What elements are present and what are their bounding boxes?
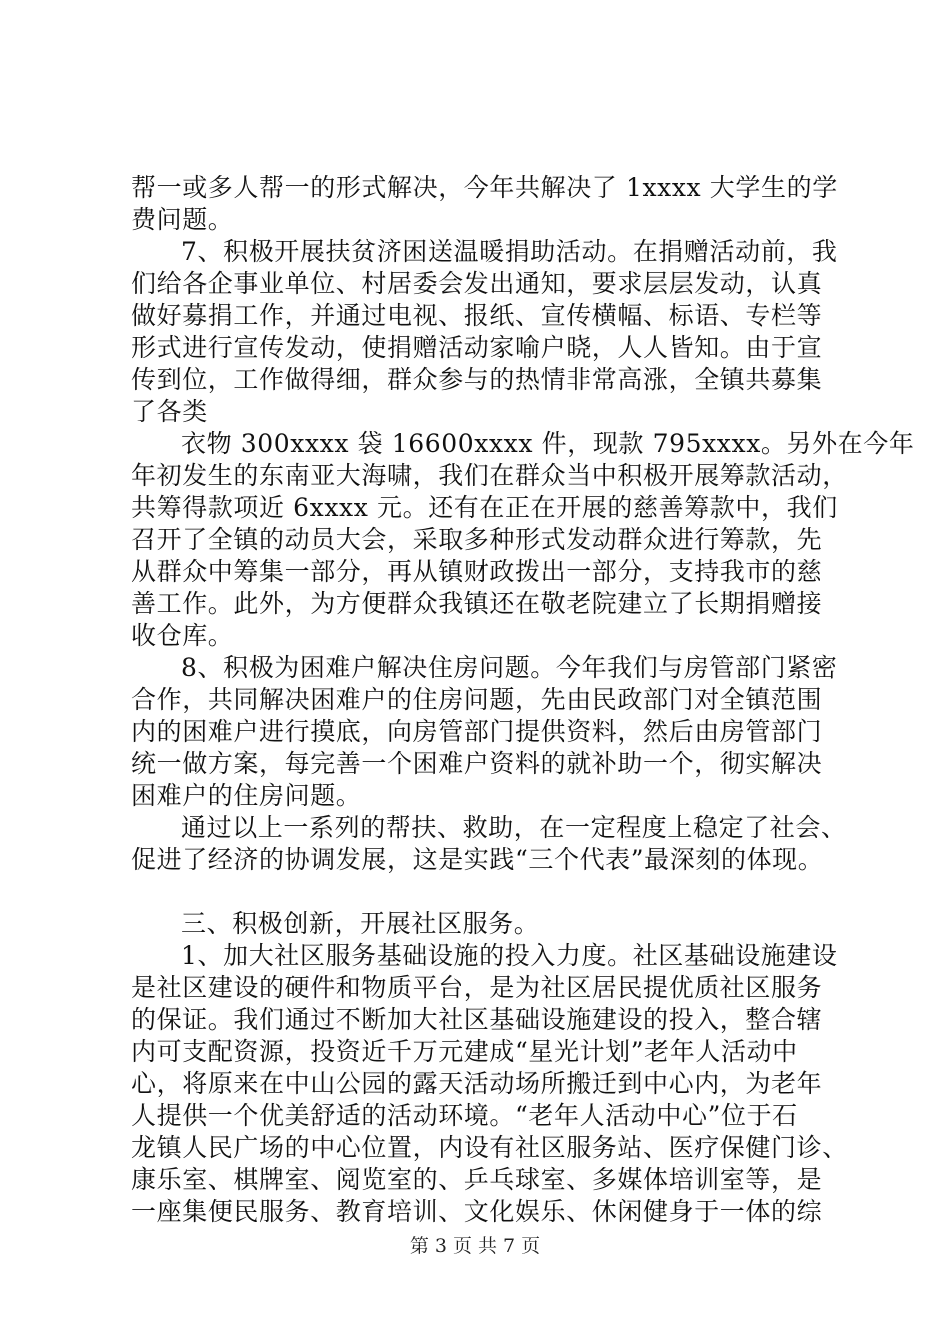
text-line: 的保证。我们通过不断加大社区基础设施建设的投入，整合辖 [131,1005,823,1034]
text-line: 龙镇人民广场的中心位置，内设有社区服务站、医疗保健门诊、 [131,1133,848,1162]
text-line: 是社区建设的硬件和物质平台，是为社区居民提优质社区服务 [131,973,823,1002]
text-line: 年初发生的东南亚大海啸，我们在群众当中积极开展筹款活动， [131,461,848,490]
text-line: 做好募捐工作，并通过电视、报纸、宣传横幅、标语、专栏等 [131,301,823,330]
text-line: 共筹得款项近 6xxxx 元。还有在正在开展的慈善筹款中，我们 [131,493,838,522]
text-line: 人提供一个优美舒适的活动环境。“老年人活动中心”位于石 [131,1101,798,1130]
text-line: 衣物 300xxxx 袋 16600xxxx 件，现款 795xxxx。另外在今年 [181,429,915,458]
text-line: 内的困难户进行摸底，向房管部门提供资料，然后由房管部门 [131,717,823,746]
text-line: 心，将原来在中山公园的露天活动场所搬迁到中心内，为老年 [131,1069,823,1098]
text-line: 8、积极为困难户解决住房问题。今年我们与房管部门紧密 [181,653,838,682]
text-line: 们给各企事业单位、村居委会发出通知，要求层层发动，认真 [131,269,823,298]
text-line: 康乐室、棋牌室、阅览室的、乒乓球室、多媒体培训室等，是 [131,1165,823,1194]
text-line: 内可支配资源，投资近千万元建成“星光计划”老年人活动中 [131,1037,798,1066]
text-line: 了各类 [131,397,208,426]
text-line: 促进了经济的协调发展，这是实践“三个代表”最深刻的体现。 [131,845,824,874]
text-line: 传到位，工作做得细，群众参与的热情非常高涨，全镇共募集 [131,365,823,394]
text-line: 形式进行宣传发动，使捐赠活动家喻户晓，人人皆知。由于宣 [131,333,823,362]
section-heading: 三、积极创新，开展社区服务。 [181,909,540,938]
text-line: 一座集便民服务、教育培训、文化娱乐、休闲健身于一体的综 [131,1197,823,1226]
text-line: 善工作。此外，为方便群众我镇还在敬老院建立了长期捐赠接 [131,589,823,618]
text-line: 通过以上一系列的帮扶、救助，在一定程度上稳定了社会、 [181,813,847,842]
text-line: 统一做方案，每完善一个困难户资料的就补助一个，彻实解决 [131,749,823,778]
text-line: 1、加大社区服务基础设施的投入力度。社区基础设施建设 [181,941,838,970]
text-line: 合作，共同解决困难户的住房问题，先由民政部门对全镇范围 [131,685,823,714]
text-line: 费问题。 [131,205,234,234]
text-line: 收仓库。 [131,621,234,650]
page-number: 第 3 页 共 7 页 [409,1235,541,1257]
text-line: 从群众中筹集一部分，再从镇财政拨出一部分，支持我市的慈 [131,557,823,586]
text-line: 7、积极开展扶贫济困送温暖捐助活动。在捐赠活动前，我 [181,237,838,266]
paragraph-gap [131,876,831,908]
text-line: 困难户的住房问题。 [131,781,362,810]
text-line: 帮一或多人帮一的形式解决，今年共解决了 1xxxx 大学生的学 [131,173,838,202]
text-line: 召开了全镇的动员大会，采取多种形式发动群众进行筹款，先 [131,525,823,554]
body-text [131,172,915,1228]
